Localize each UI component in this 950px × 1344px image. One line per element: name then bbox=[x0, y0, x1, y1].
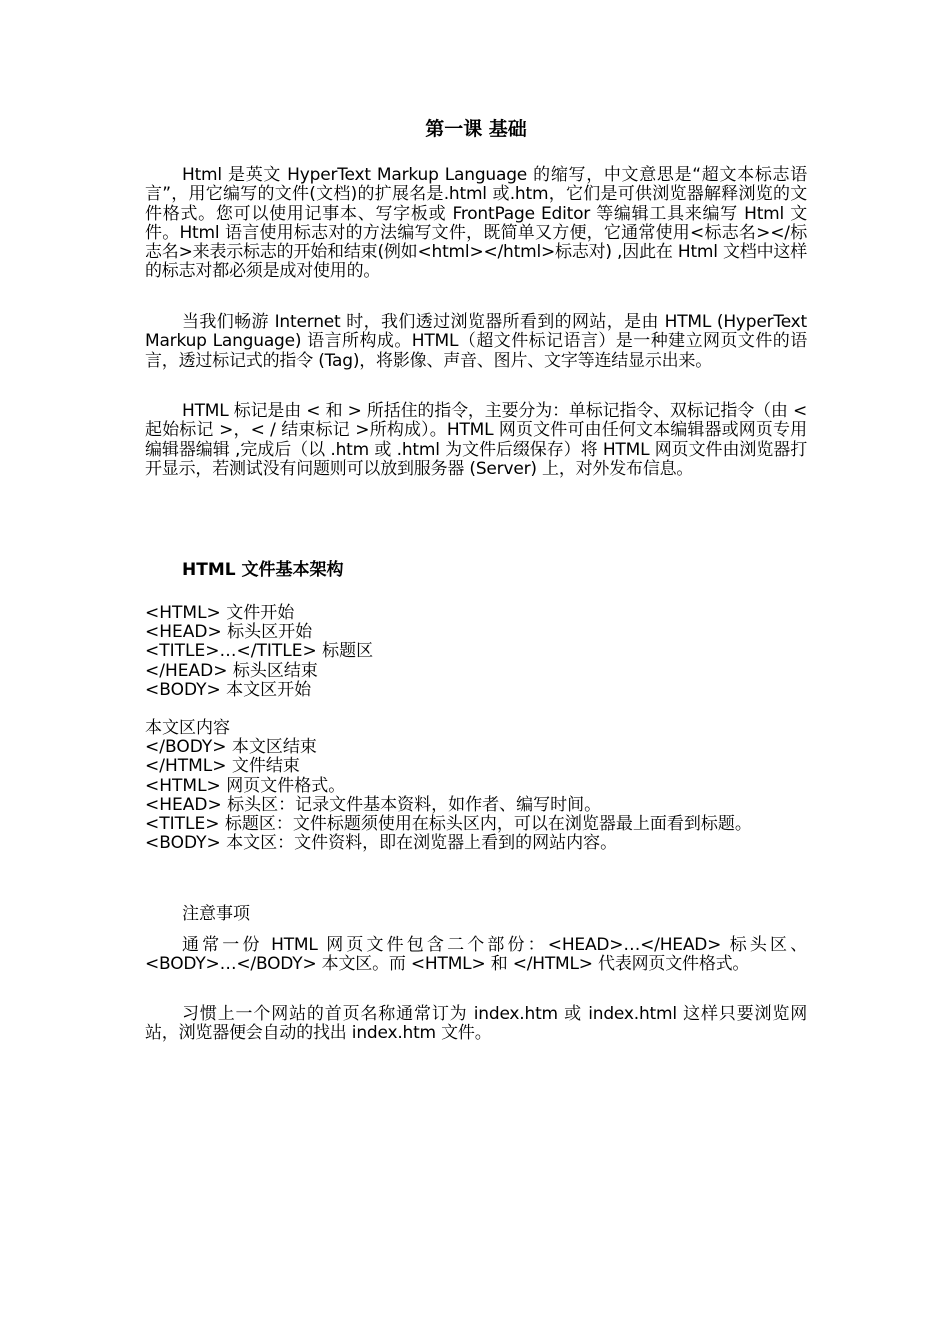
structure-line: <HEAD> 标头区开始 bbox=[145, 622, 313, 643]
structure-line: <BODY> 本文区：文件资料，即在浏览器上看到的网站内容。 bbox=[145, 833, 618, 854]
structure-line: <BODY> 本文区开始 bbox=[145, 679, 312, 700]
intro-paragraph: Html 是英文 HyperText Markup Language 的缩写，中文意思是“超文本标志语言”，用它编写的文件(文档)的扩展名是.html 或.htm，它们是可供浏览器解释浏览的文件格式。您可以使用记事本、写字板或 FrontPage Editor 等编辑工具来编写 Html 文件。Html 语言使用标志对的方法编写文件，既简单又方便，它通常使用<标志名></标志名>来表示标志的开始和结束(例如<html></html>标志对) ,因此在 Html 文档中这样的标志对都必须是成对使用的。 bbox=[145, 165, 808, 282]
structure-line: </HTML> 文件结束 bbox=[145, 756, 300, 777]
structure-line: </BODY> 本文区结束 bbox=[145, 737, 317, 758]
structure-block-b bbox=[145, 719, 807, 853]
structure-block-a bbox=[145, 604, 807, 700]
note-paragraph: 习惯上一个网站的首页名称通常订为 index.htm 或 index.html 这样只要浏览网站，浏览器便会自动的找出 index.htm 文件。 bbox=[145, 1004, 807, 1044]
page-title: 第一课 基础 bbox=[425, 118, 527, 140]
structure-line: <TITLE>…</TITLE> 标题区 bbox=[145, 641, 374, 662]
structure-line: <HTML> 文件开始 bbox=[145, 603, 295, 623]
structure-heading: HTML 文件基本架构 bbox=[182, 560, 344, 580]
structure-line: <HEAD> 标头区：记录文件基本资料，如作者、编写时间。 bbox=[145, 794, 602, 815]
tag-paragraph: HTML 标记是由 < 和 > 所括住的指令，主要分为：单标记指令、双标记指令（由 < 起始标记 >，< / 结束标记 >所构成）。HTML 网页文件可由任何文本编辑器或网页专用编辑器编辑 ,完成后（以 .htm 或 .html 为文件后缀保存）将 HTML 网页文件由浏览器打开显示，若测试没有问题则可以放到服务器 (Server) 上，对外发布信息。 bbox=[145, 401, 807, 479]
structure-line: </HEAD> 标头区结束 bbox=[145, 660, 318, 681]
notes-heading: 注意事项 bbox=[182, 904, 250, 924]
structure-line: <HTML> 网页文件格式。 bbox=[145, 775, 346, 796]
internet-paragraph: 当我们畅游 Internet 时，我们透过浏览器所看到的网站，是由 HTML (HyperText Markup Language) 语言所构成。HTML（超文件标记语言）是一种建立网页文件的语言，透过标记式的指令 (Tag)，将影像、声音、图片、文字等连结显示出来。 bbox=[145, 312, 807, 371]
note-paragraph: 通常一份 HTML 网页文件包含二个部份：<HEAD>…</HEAD> 标头区、<BODY>…</BODY> 本文区。而 <HTML> 和 </HTML> 代表网页文件格式。 bbox=[145, 935, 807, 975]
structure-line: 本文区内容 bbox=[145, 718, 230, 738]
structure-line: <TITLE> 标题区：文件标题须使用在标头区内，可以在浏览器最上面看到标题。 bbox=[145, 814, 752, 835]
